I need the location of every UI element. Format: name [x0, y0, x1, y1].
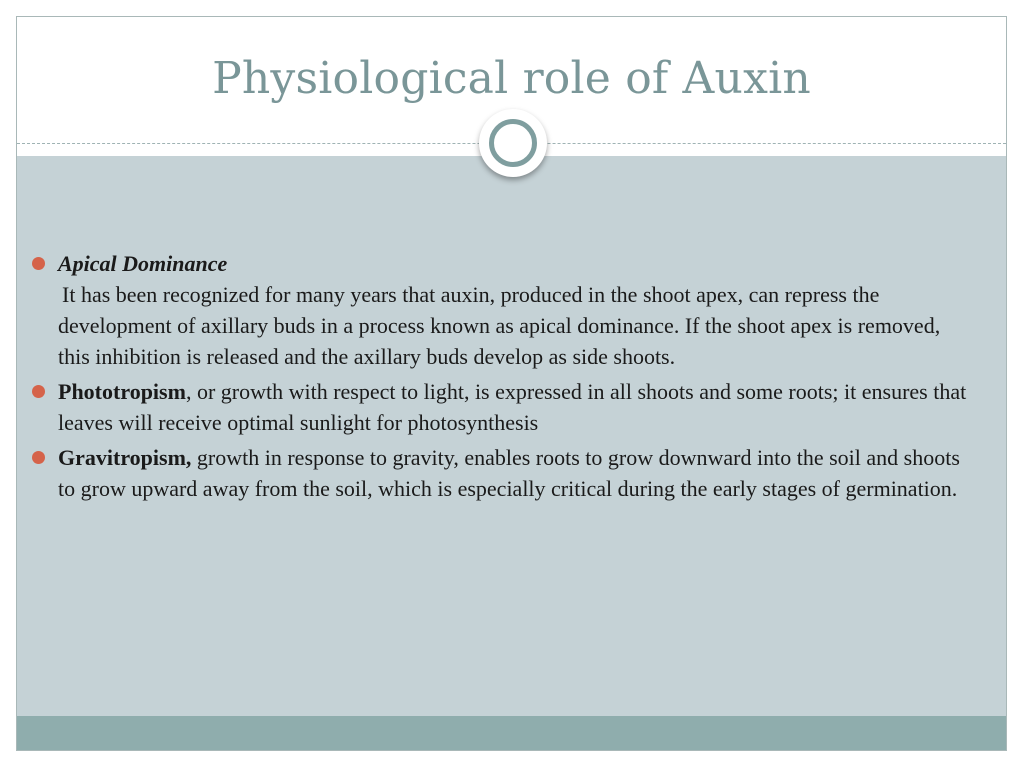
bullet-item-phototropism [30, 376, 970, 438]
bottom-band [17, 716, 1006, 751]
bullet-text: , or growth with respect to light, is expressed in all shoots and some roots; it ensures that leaves will receive optimal sunlight for photosynthesis [58, 379, 967, 435]
ornament-circle-icon [479, 109, 547, 177]
bullet-item-apical-dominance [30, 248, 970, 372]
bullet-dot-icon [32, 451, 45, 464]
bullet-dot-icon [32, 385, 45, 398]
bullet-list [30, 248, 970, 508]
bullet-term: Phototropism [58, 379, 186, 404]
bullet-text: growth in response to gravity, enables roots to grow downward into the soil and shoots to grow upward away from the soil, which is especially critical during the early stages of germination. [58, 445, 960, 501]
bullet-item-gravitropism [30, 442, 970, 504]
bullet-heading: Apical Dominance [58, 251, 228, 276]
slide-title: Physiological role of Auxin [212, 53, 811, 104]
bullet-dot-icon [32, 257, 45, 270]
bullet-paragraph: It has been recognized for many years that auxin, produced in the shoot apex, can repress the development of axillary buds in a process known as apical dominance. If the shoot apex is removed, this inhibition is released and the axillary buds develop as side shoots. [58, 282, 941, 369]
bullet-term: Gravitropism, [58, 445, 192, 470]
